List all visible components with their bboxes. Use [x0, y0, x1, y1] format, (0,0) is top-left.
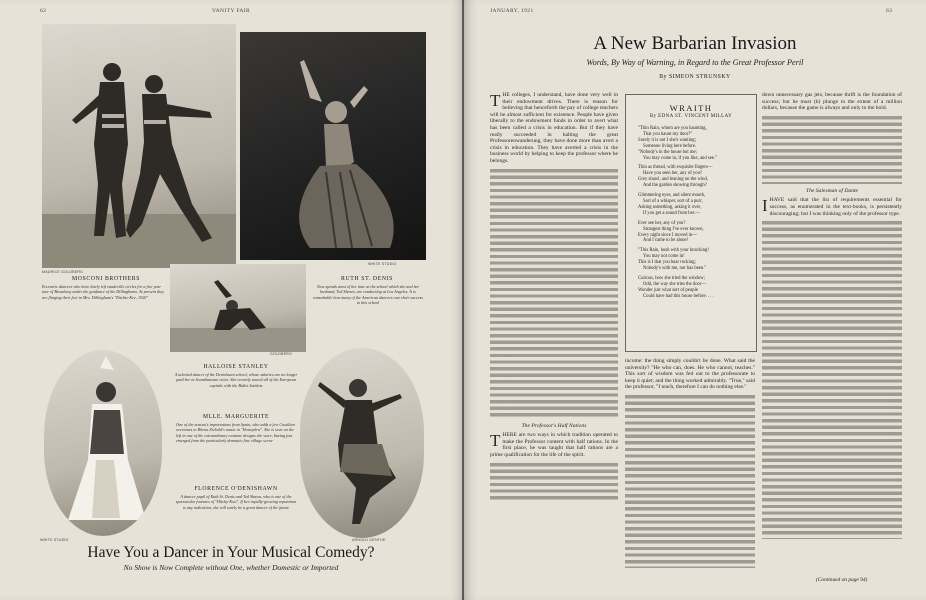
- caption-body-florence: A dancer pupil of Ruth St. Denis and Ted Shawn, who is one of the spectacular features of "Hitchy-Koo". If her rapidly-growing reputation is any indication, she will surely be a great dancer of the future: [175, 494, 297, 510]
- photo-credit: ARNOLD GENTHE: [352, 538, 386, 542]
- drop-cap: T: [490, 431, 501, 451]
- poem-line: Glimmering eyes, and silent mouth,: [638, 193, 706, 199]
- caption-title-marguerite: MLLE. MARGUERITE: [202, 414, 270, 420]
- caption-title-mosconi: MOSCONI BROTHERS: [71, 276, 141, 282]
- page-number: 63: [886, 8, 893, 14]
- column-text: HE colleges, I understand, have done very well in their endowment drives. There is reason for believing that henceforth the pay of college teachers will be almost sufficient for existence. People have given liberally to the endowment funds in order to avert what has been called a crisis in education. But if they have really succeeded in halting the great Professorenwanderung, they have done more than avert a crisis in education. They have averted a crisis in the business world by helping to keep the professor where he belongs.: [490, 92, 618, 164]
- photo-ruth-st-denis: [240, 32, 426, 260]
- body-text-lines: [490, 461, 618, 501]
- poem-line: If you get a sound from her.—: [643, 210, 700, 216]
- poem-line: Nobody's with me, nor has been.": [643, 266, 707, 272]
- page-number: 62: [40, 8, 47, 14]
- poem-line: Wonder just what sort of people: [638, 287, 698, 293]
- article-subtitle: Words, By Way of Warning, in Regard to the Great Professor Peril: [586, 58, 804, 67]
- poem-line: You may come in, if you like, and see.": [643, 155, 717, 161]
- photo-credit: GOLDBERG: [270, 352, 292, 356]
- costumed-dancer-icon: [44, 350, 162, 536]
- section-subhead: The Salesman of Dante: [805, 187, 859, 194]
- byline: By SIMEON STRUNSKY: [659, 74, 731, 80]
- poem-author: By EDNA ST. VINCENT MILLAY: [649, 114, 733, 119]
- poem-line: "This Rain, hush with your knocking!: [638, 248, 709, 254]
- poem-line: You may not come in!: [643, 254, 685, 260]
- poem-line: Thin as thread, with exquisite fingers—: [638, 165, 713, 171]
- body-text-lines: [625, 393, 755, 568]
- photo-credit: MAURICE GOLDBERG: [42, 270, 84, 274]
- column-text: HERE are two ways in which tradition operated to make the Professor content with half rations. In the first place, he was taught that half rations are a prime qualification for the life of the spirit.: [490, 432, 618, 458]
- poem-line: Someone living here before.: [643, 143, 697, 149]
- article-title: A New Barbarian Invasion: [593, 33, 797, 54]
- poem-line: That you haunt my door?": [643, 131, 693, 137]
- poem-line: Asking something, asking it over,: [638, 204, 702, 210]
- body-text-lines: [762, 219, 902, 539]
- caption-title-stanley: HALLOISE STANLEY: [203, 364, 269, 370]
- poem-line: Grey shawl, and leaning on the wind,: [638, 177, 709, 183]
- page-headline: Have You a Dancer in Your Musical Comedy?: [87, 544, 375, 561]
- photo-credit: WHITE STUDIO: [368, 262, 397, 266]
- poem-title: WRAITH: [669, 103, 713, 113]
- section-subhead: The Professor's Half Nations: [521, 422, 587, 429]
- poem-line: And the garden showing through?: [643, 183, 707, 189]
- poem-line: "Nobody's in the house but me;: [638, 149, 697, 155]
- article-column-2: [625, 358, 755, 573]
- poem-line: Odd, the way she tries the door—: [643, 281, 707, 287]
- poem-stanza: [638, 248, 748, 272]
- poem-stanza: [638, 193, 748, 217]
- left-page: [0, 0, 462, 600]
- photo-florence-odenishawn: [300, 348, 424, 538]
- dancers-figure-icon: [42, 24, 236, 268]
- poem-line: "Thin Rain, whom are you haunting,: [638, 126, 707, 131]
- photo-halloise-stanley: [170, 264, 306, 352]
- poem-line: And I came to be alone!: [643, 238, 689, 244]
- poem-line: Have you seen her, any of you?: [643, 171, 703, 177]
- poem-line: Every night since I moved in—: [638, 232, 697, 238]
- poem-line: Sort of a whisper, sort of a purr,: [643, 198, 703, 204]
- photo-credit: WHITE STUDIO: [40, 538, 69, 542]
- poem-line: Ever see her, any of you?: [638, 220, 686, 226]
- poem-stanza: [638, 126, 748, 161]
- caption-body-ruth: Now spends most of her time at the school which she and her husband, Ted Shawn, are conducting at Los Angeles. It is remarkable how many of the American dancers owe their success to this school: [313, 284, 423, 305]
- running-head: JANUARY, 1921: [490, 8, 534, 14]
- poem-body: [626, 119, 756, 300]
- kneeling-dancer-icon: [170, 264, 306, 352]
- poem-stanza: [638, 276, 748, 300]
- poem-line: Strangest thing I've ever known,: [643, 226, 704, 232]
- photo-mosconi-brothers: [42, 24, 236, 268]
- body-text-lines: [490, 167, 618, 419]
- article-column-3: [762, 92, 902, 576]
- page-subheadline: No Show is Now Complete without One, whether Domestic or Imported: [123, 563, 339, 572]
- column-text: income: the thing simply couldn't be done. What said the university? "He who can, does. He who cannot, teaches." This sort of wisdom was fed out to the professorate to keep it quiet; and the thing worked admirably. "True," said the professor, "I teach, therefore I can do nothing else.": [625, 358, 755, 391]
- caption-title-florence: FLORENCE O'DENISHAWN: [194, 486, 278, 492]
- right-page: [464, 0, 926, 600]
- poem-box: [625, 94, 757, 352]
- dancer-figure-icon: [240, 32, 426, 260]
- poem-line: Could have had this house before. . . .: [643, 293, 714, 299]
- poem-stanza: [638, 165, 748, 189]
- caption-body-mosconi: Eccentric dancers who have lately left vaudeville circles for a five year tour of Broadway under the guidance of the Dillinghams. At present they are flinging their feet in Mrs. Dillingham's "Ritchie-Kee, 1920": [42, 284, 164, 300]
- photo-mlle-marguerite: [44, 350, 162, 536]
- column-text: down unnecessary gas jets, because thrift is the foundation of success; but he must (b) plunge to the extent of a million dollars, because the game is always and only to the bold.: [762, 92, 902, 112]
- body-text-lines: [762, 114, 902, 184]
- article-column-1: [490, 92, 618, 562]
- drop-cap: T: [490, 92, 501, 110]
- poem-stanza: [638, 221, 748, 245]
- column-text: HAVE said that the list of requirements essential for success, as enumerated in the text-books, is persistently discouraging; but I was thinking only of the professor type.: [769, 197, 902, 217]
- poem-line: This is I that you hear rocking;: [638, 260, 696, 266]
- caption-title-ruth: RUTH ST. DENIS: [341, 276, 393, 282]
- poem-line: Curious, how she tried the window;: [638, 275, 705, 281]
- caption-body-stanley: A talented dancer of the Denishawn school, whose salaries are no longer paid her in Scandinavian cities. She recently toured all of the European capitals with the Ballet Suédois: [174, 372, 298, 388]
- continued-note: (Continued on page 94): [816, 577, 868, 583]
- poem-line: Surely it is not I she's wanting;: [638, 137, 696, 143]
- dancer-figure-icon: [300, 348, 424, 538]
- drop-cap: I: [762, 196, 768, 216]
- running-head: VANITY FAIR: [212, 8, 251, 14]
- caption-body-marguerite: One of the season's importations from Spain, who adds a few Castilian overtones to Rhena Ziebold's music in "Honeydew". She is seen on the left in one of the extraordinary costume designs she wore, having just emerged from the particularly dramatic fine village scene: [176, 422, 295, 443]
